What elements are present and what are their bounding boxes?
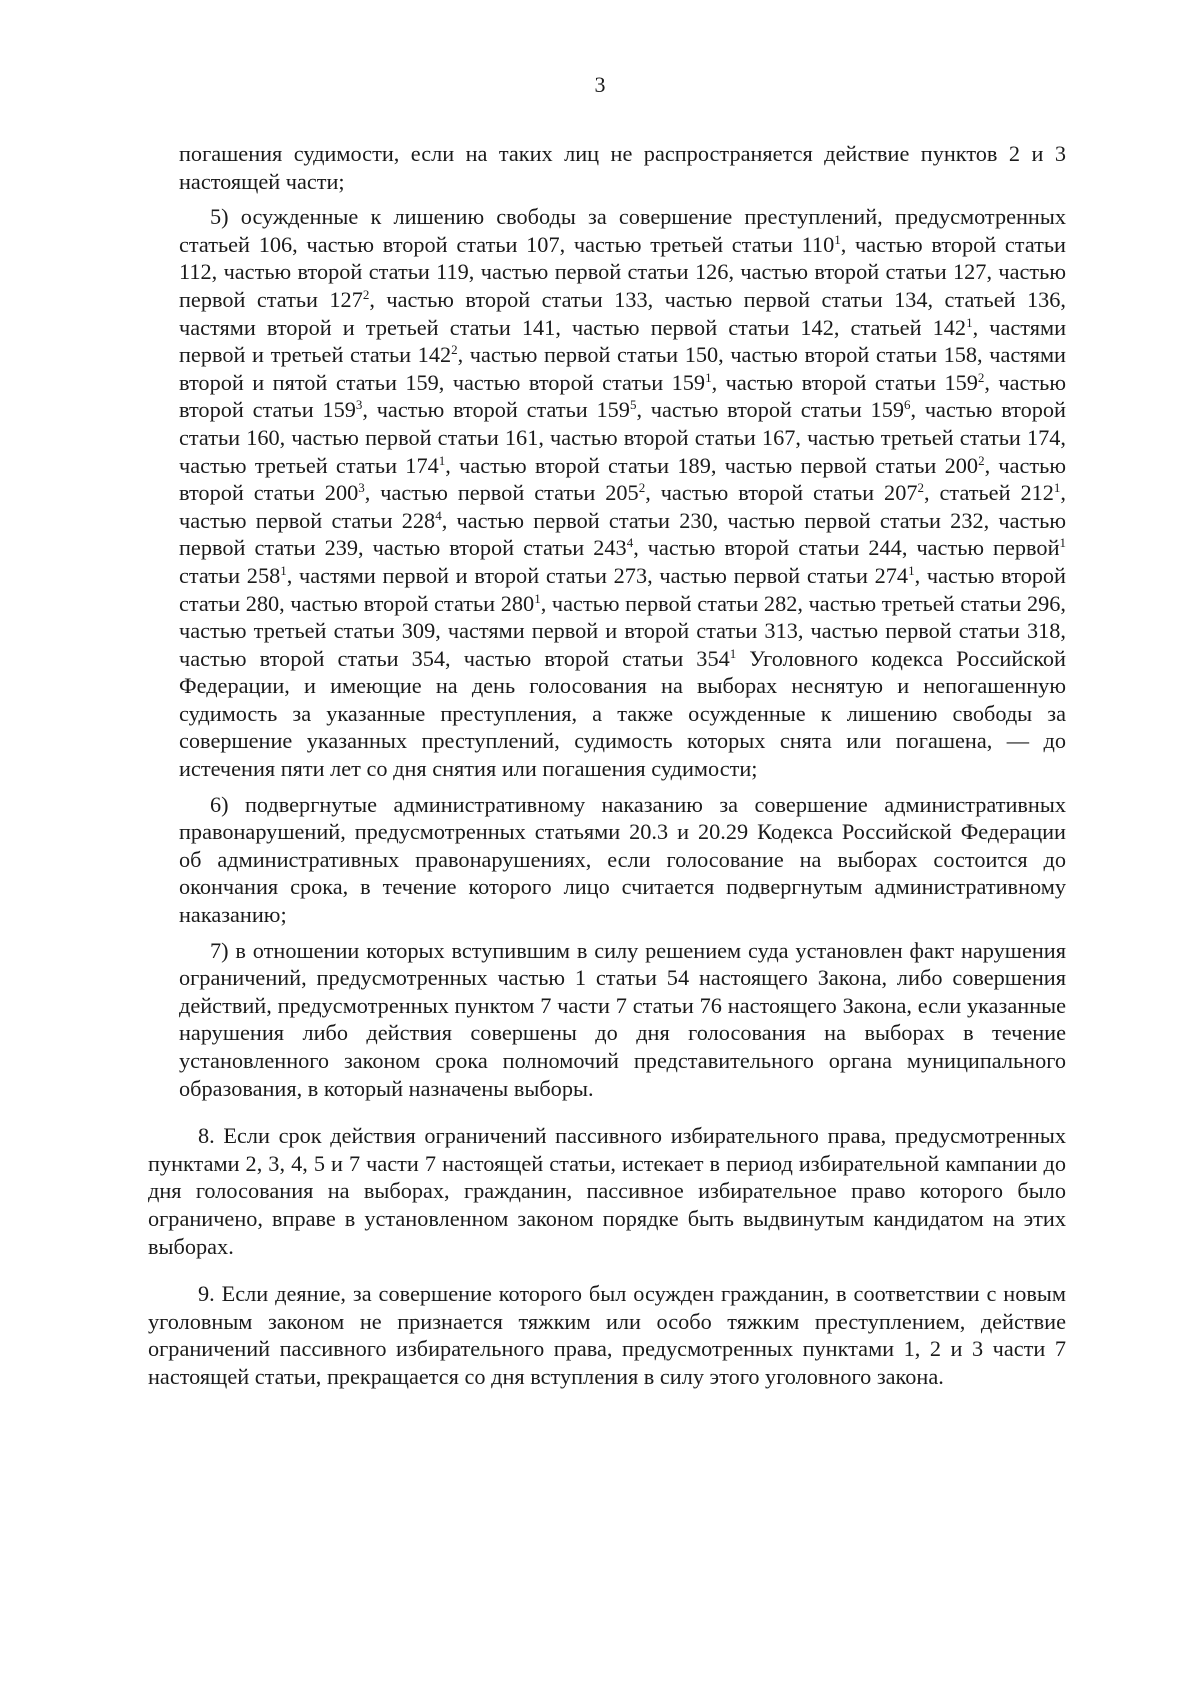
item5-sup: 1 — [438, 452, 446, 468]
page-number: 3 — [594, 72, 606, 97]
item5-sup: 5 — [629, 397, 637, 413]
list-item-5 — [148, 203, 1066, 782]
item5-sup: 2 — [977, 369, 985, 385]
item5-text: , частью второй статьи 159 — [711, 369, 978, 395]
item5-sup: 3 — [355, 397, 363, 413]
item5-text: , частью первой статьи 150, частью второй статьи 158, частями второй и пятой статьи 159, частью второй статьи 159 — [179, 342, 1066, 395]
item5-sup: 1 — [534, 590, 541, 606]
item5-sup: 6 — [904, 397, 911, 413]
item5-text: статьи 258 — [179, 562, 281, 588]
paragraph-9: 9. Если деяние, за совершение которого был осужден гражданин, в соответствии с новым уголовным законом не признается тяжким или особо тяжким преступлением, действие ограничений пассивного избирательного права, предусмотренных пунктами 1, 2 и 3 части 7 настоящей статьи, прекращается со дня вступления в силу этого уголовного закона. — [148, 1281, 1066, 1389]
item5-text: , частями первой и третьей статьи 142 — [179, 314, 1066, 368]
item5-text: , частью первой статьи 282, частью третьей статьи 296, частью третьей статьи 309, частями первой и второй статьи 313, частью первой статьи 318, частью второй статьи 354, частью второй статьи 354 — [179, 590, 1066, 671]
item5-sup: 1 — [834, 231, 841, 247]
list-item-7: 7) в отношении которых вступившим в силу решением суда установлен факт нарушения ограничений, предусмотренных частью 1 статьи 54 настоящего Закона, либо совершения действий, предусмотренных пунктом 7 части 7 статьи 76 настоящего Закона, если указанные нарушения либо действия совершены до дня голосования на выборах в течение установленного законом срока полномочий представительного органа муниципального образования, в который назначены выборы. — [179, 937, 1066, 1101]
paragraph-8: 8. Если срок действия ограничений пассивного избирательного права, предусмотренных пунктами 2, 3, 4, 5 и 7 части 7 настоящей статьи, истекает в период избирательной кампании до дня голосования на выборах, гражданин, пассивное избирательное право которого было ограничено, вправе в установленном законом порядке быть выдвинутым кандидатом на этих выборах. — [148, 1123, 1066, 1259]
item5-sup: 2 — [362, 286, 370, 302]
item5-text: , частью второй статьи 207 — [645, 480, 918, 506]
item5-sup: 1 — [705, 369, 712, 385]
item5-text: , частями первой и второй статьи 273, частью первой статьи 274 — [286, 562, 909, 588]
item5-text: , частью второй статьи 159 — [636, 397, 904, 423]
item5-sup: 3 — [358, 480, 365, 496]
item5-sup: 2 — [638, 480, 646, 496]
item5-sup: 4 — [435, 507, 442, 523]
item5-text: , частью второй статьи 160, частью первой статьи 161, частью второй статьи 167, частью третьей статьи 174, частью третьей статьи 174 — [179, 397, 1066, 478]
item5-sup: 1 — [1059, 535, 1066, 551]
item5-text: , частью второй статьи 200 — [179, 452, 1066, 506]
item5-text: , частью первой статьи 230, частью первой статьи 232, частью первой статьи 239, частью второй статьи 243 — [179, 507, 1066, 561]
item5-sup: 1 — [280, 562, 287, 578]
item5-text: , частью первой статьи 228 — [179, 480, 1066, 533]
item5-text: , частью второй статьи 189, частью первой статьи 200 — [445, 452, 979, 478]
document-body — [148, 140, 1066, 1391]
item5-text: , частью второй статьи 159 — [179, 369, 1066, 423]
item5-text: 5) осужденные к лишению свободы за совершение преступлений, предусмотренных статьей 106, частью второй статьи 107, частью третьей статьи 110 — [179, 204, 1066, 257]
item5-text: , частью второй статьи 244, частью первой — [633, 535, 1060, 561]
item5-sup: 2 — [917, 480, 924, 496]
item5-text: , частью первой статьи 205 — [364, 480, 639, 506]
item5-sup: 4 — [626, 535, 634, 551]
item5-text: , частью второй статьи 280, частью второй статьи 280 — [179, 562, 1066, 616]
item5-text: , статьей 212 — [924, 480, 1054, 506]
item5-sup: 1 — [1053, 480, 1061, 496]
item5-sup: 2 — [978, 452, 985, 468]
list-item-6: 6) подвергнутые административному наказанию за совершение административных правонарушений, предусмотренных статьями 20.3 и 20.29 Кодекса Российской Федерации об административных правонарушениях, если голосование на выборах состоится до окончания срока, в течение которого лицо считается подвергнутым административному наказанию; — [179, 791, 1066, 928]
continuation-paragraph: погашения судимости, если на таких лиц не распространяется действие пунктов 2 и 3 настоящей части; — [179, 141, 1066, 194]
item5-text: Уголовного кодекса Российской Федерации, и имеющие на день голосования на выборах неснятую и непогашенную судимость за указанные преступления, а также осужденные к лишению свободы за совершение указанных преступлений, судимость которых снята или погашена, — до истечения пяти лет со дня снятия или погашения судимости; — [179, 645, 1066, 782]
item5-sup: 1 — [729, 645, 737, 661]
item5-sup: 2 — [451, 342, 458, 358]
item5-text: , частью второй статьи 159 — [362, 397, 630, 423]
item5-sup: 1 — [908, 562, 915, 578]
item5-text: , частью второй статьи 112, частью второй статьи 119, частью первой статьи 126, частью второй статьи 127, частью первой статьи 127 — [179, 231, 1066, 312]
item5-sup: 1 — [966, 314, 973, 330]
item5-text: , частью второй статьи 133, частью первой статьи 134, статьей 136, частями второй и третьей статьи 141, частью первой статьи 142, статьей 142 — [179, 286, 1066, 340]
